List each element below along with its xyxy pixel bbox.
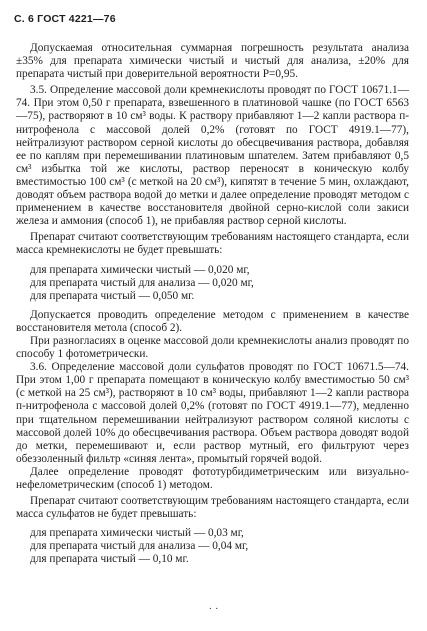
paragraph-silica-criteria: Препарат считают соответствующим требованиям настоящего стандарта, если масса кремнекислоты не будет превышать: bbox=[16, 231, 409, 257]
document-body bbox=[16, 42, 409, 567]
list-item: для препарата химически чистый — 0,020 мг, bbox=[30, 263, 250, 276]
list-item: для препарата чистый — 0,10 мг. bbox=[30, 553, 189, 566]
page-header: С. 6 ГОСТ 4221—76 bbox=[14, 13, 116, 25]
paragraph-error-tolerance: Допускаемая относительная суммарная погрешность результата анализа ±35% для препарата химически чистый и чистый для анализа, ±20% для препарата чистый при доверительной вероятности P=0,95. bbox=[16, 42, 409, 81]
list-item: для препарата чистый — 0,050 мг. bbox=[30, 289, 195, 302]
paragraph-section-3-5: 3.5. Определение массовой доли кремнекислоты проводят по ГОСТ 10671.1—74. При этом 0,50 г препарата, взвешенного в платиновой чашке (по ГОСТ 6563—75), растворяют в 10 см³ воды. К раствору прибавляют 1—2 капли раствора п-нитрофенола с массовой долей 0,2% (готовят по ГОСТ 4919.1—77), нейтрализуют раствором серной кислоты до обесцвечивания раствора, добавляя ее по каплям при перемешивании платиновым шпателем. Затем прибавляют 0,5 см³ избытка той же кислоты, раствор переносят в коническую колбу вместимостью 100 см³ (с меткой на 20 см³), кипятят в течение 5 мин, охлаждают, доводят объем раствора водой до метки и далее определение проводят методом с применением в качестве восстановителя двойной серно-кислой соли закиси железа и аммония (способ 1), не прибавляя раствор серной кислоты. bbox=[16, 84, 409, 228]
footer-marks: · · bbox=[208, 603, 219, 615]
silica-limits-list bbox=[16, 264, 409, 303]
list-item: для препарата химически чистый — 0,03 мг, bbox=[30, 527, 244, 540]
list-item: для препарата чистый для анализа — 0,020 мг, bbox=[30, 276, 254, 289]
paragraph-section-3-6: 3.6. Определение массовой доли сульфатов проводят по ГОСТ 10671.5—74. При этом 1,00 г препарата помещают в коническую колбу вместимостью 50 см³ (с меткой на 25 см³), растворяют в 10 см³ воды, прибавляют 1—2 капли раствора п-нитрофенола с массовой долей 0,2% (готовят по ГОСТ 4919.1—77), медленно при тщательном перемешивании нейтрализуют раствором соляной кислоты с массовой долей 10% до обесцвечивания раствора. Объем раствора доводят водой до метки, перемешивают и, если раствор мутный, его фильтруют через обеззоленный фильтр «синяя лента», промытый горячей водой. bbox=[16, 361, 409, 465]
paragraph-turbidimetric: Далее определение проводят фототурбидиметрическим или визуально-нефелометрическим (способ 1) методом. bbox=[16, 465, 409, 491]
sulfate-limits-list bbox=[16, 527, 409, 566]
paragraph-sulfate-criteria: Препарат считают соответствующим требованиям настоящего стандарта, если масса сульфатов не будет превышать: bbox=[16, 495, 409, 521]
list-item: для препарата чистый для анализа — 0,04 мг, bbox=[30, 540, 249, 553]
paragraph-disagreement: При разногласиях в оценке массовой доли кремнекислоты анализ проводят по способу 1 фотометрически. bbox=[16, 334, 409, 361]
paragraph-method-2: Допускается проводить определение методом с применением в качестве восстановителя метола (способ 2). bbox=[16, 308, 409, 334]
